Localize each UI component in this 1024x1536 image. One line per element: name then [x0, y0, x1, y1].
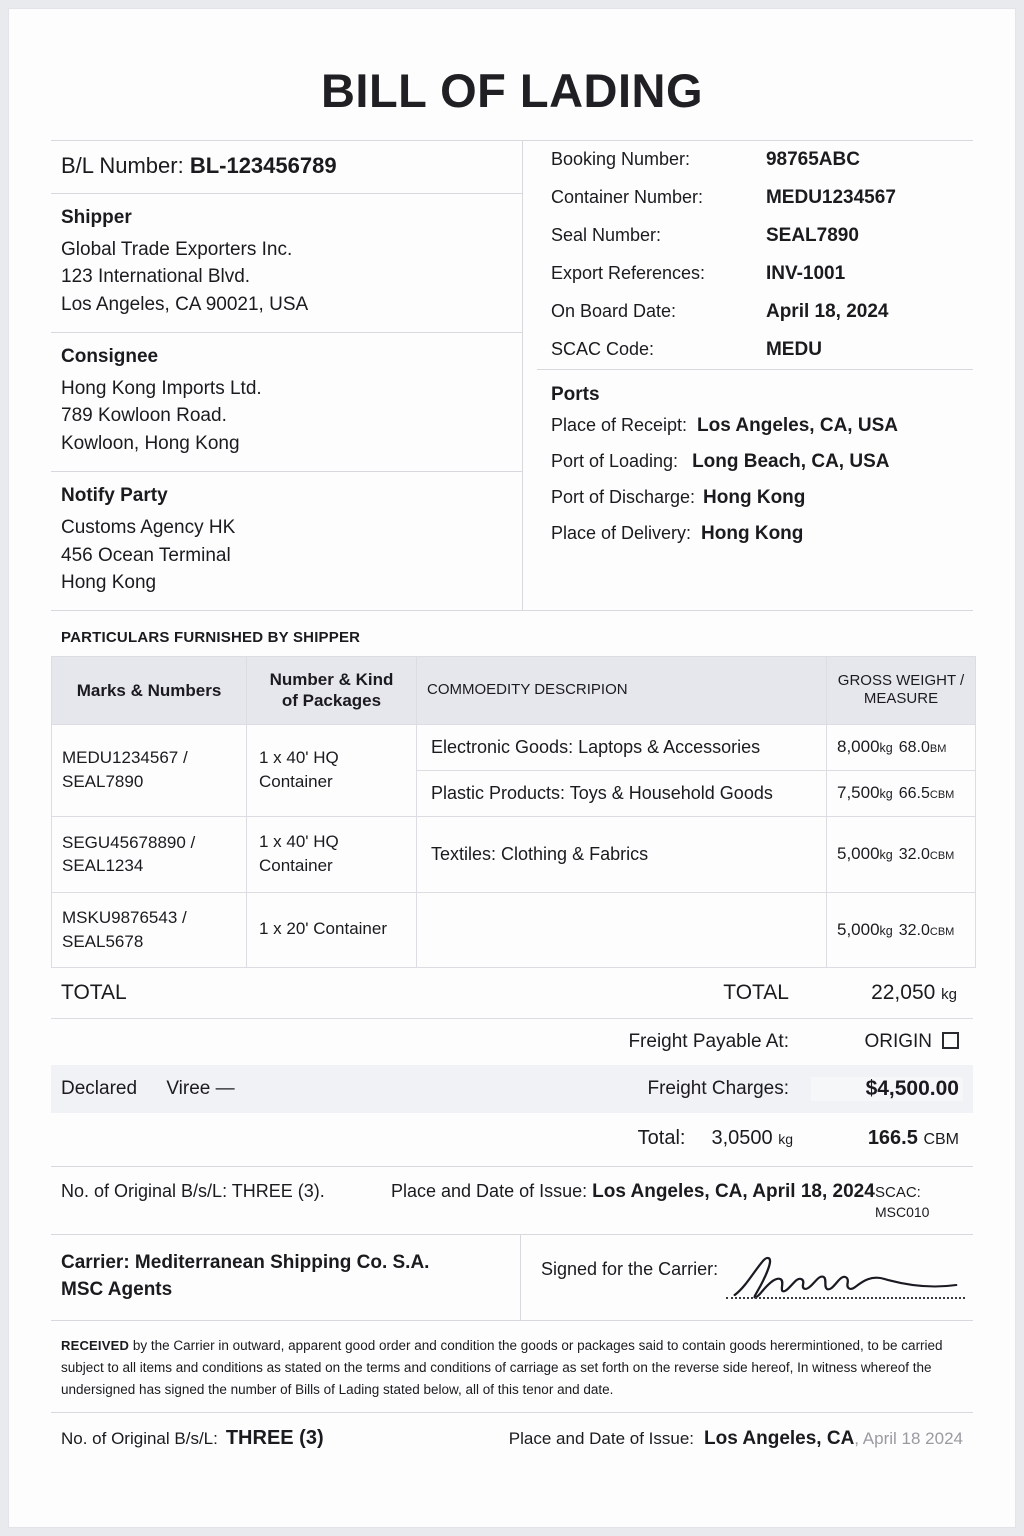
received-lead: RECEIVED [61, 1337, 130, 1353]
measure-total-weight-unit: kg [778, 1130, 793, 1147]
booking-field-row [537, 331, 973, 369]
header-bottom-divider [51, 610, 973, 611]
total-mid-label: TOTAL [723, 980, 789, 1004]
declared-value-cell [61, 1078, 647, 1100]
signature-line [726, 1297, 965, 1299]
footer-place-value: Los Angeles, CA [704, 1428, 855, 1450]
measure-unit: BM [929, 743, 947, 756]
marks-line-2: SEAL5678 [62, 931, 144, 951]
footer-place-label: Place and Date of Issue: [508, 1429, 695, 1449]
place-of-issue-cell [391, 1181, 875, 1203]
packages-line-1: 1 x 40' HQ [259, 747, 339, 767]
consignee-block [51, 333, 522, 471]
freight-charges-row [51, 1065, 973, 1113]
measure-total-row [51, 1113, 973, 1166]
total-weight-unit: kg [941, 985, 957, 1003]
place-of-receipt-label: Place of Receipt: [550, 415, 688, 435]
packages-line-1: 1 x 20' Container [259, 919, 387, 939]
marks-line-1: MEDU1234567 / [62, 748, 188, 768]
particulars-table [51, 656, 976, 967]
measure-value: 32.0 [898, 921, 930, 939]
document-page [8, 8, 1016, 1528]
freight-payable-row [51, 1019, 973, 1065]
footer-date-value: , April 18 2024 [854, 1429, 963, 1449]
declared-label: Declared [61, 1077, 138, 1099]
port-of-loading-value: Long Beach, CA, USA [692, 451, 890, 472]
measure-total-cbm-unit: CBM [923, 1130, 959, 1148]
column-header-packages-line-1: Number & Kind [269, 670, 394, 690]
column-header-weight-line-1: GROSS WEIGHT / [837, 671, 965, 689]
booking-number-value: 98765ABC [765, 149, 860, 170]
bl-number-row [51, 141, 522, 193]
column-header-weight [827, 657, 976, 725]
port-of-loading-label: Port of Loading: [550, 451, 679, 471]
scac-note [875, 1183, 967, 1222]
measure-total-weight: 3,0500 [711, 1126, 773, 1149]
parties-column [51, 141, 522, 610]
notify-party-block [51, 472, 522, 610]
carrier-signature-section [51, 1234, 973, 1321]
on-board-date-label: On Board Date: [550, 301, 677, 321]
booking-number-label: Booking Number: [550, 149, 691, 169]
footer-originals-label: No. of Original B/s/L: [61, 1429, 218, 1449]
freight-payable-value-cell [811, 1031, 963, 1053]
measure-total-cbm-cell [815, 1127, 963, 1150]
marks-line-2: SEAL7890 [62, 772, 144, 792]
packages-line-2: Container [259, 772, 333, 792]
cell-marks [52, 724, 247, 816]
bl-number-label: B/L Number: [61, 153, 184, 178]
column-header-marks: Marks & Numbers [52, 657, 247, 725]
measure-unit: CBM [929, 850, 955, 863]
header-two-column [51, 141, 973, 610]
freight-payable-value: ORIGIN [864, 1030, 932, 1052]
notify-party-line-3: Hong Kong [61, 571, 157, 593]
table-row [52, 724, 976, 770]
freight-charges-value: $4,500.00 [811, 1077, 963, 1101]
weight-value: 7,500 [837, 783, 880, 803]
measure-value: 68.0 [898, 739, 930, 757]
ports-field-row [537, 480, 973, 516]
ports-heading: Ports [550, 384, 600, 405]
weight-value: 5,000 [837, 844, 880, 864]
footer-originals-cell [61, 1427, 501, 1450]
signed-for-carrier-label: Signed for the Carrier: [541, 1258, 719, 1279]
booking-field-row [537, 179, 973, 217]
marks-line-1: SEGU45678890 / [62, 832, 196, 852]
place-of-receipt-value: Los Angeles, CA, USA [697, 415, 898, 436]
column-header-packages [247, 657, 417, 725]
cell-marks [52, 893, 247, 968]
signature-area[interactable] [726, 1251, 965, 1307]
table-row [52, 816, 976, 892]
consignee-heading: Consignee [61, 346, 159, 368]
received-body: by the Carrier in outward, apparent good order and condition the goods or packages said to contain goods herermintioned, to be carried subject to all items and conditions as stated on the terms and conditions of carriage as set forth on the reverse side hereof, In witness whereof the undersigned has signed the number of Bills of Lading stated below, all of this tenor and date. [61, 1337, 943, 1397]
cell-weight [827, 724, 976, 770]
cell-marks [52, 816, 247, 892]
measure-value: 66.5 [898, 785, 930, 803]
scac-code-value: MEDU [765, 339, 822, 360]
export-references-label: Export References: [550, 263, 706, 283]
port-of-discharge-label: Port of Discharge: [550, 487, 696, 507]
booking-field-row [537, 217, 973, 255]
cell-weight [827, 893, 976, 968]
ports-field-row [537, 444, 973, 480]
port-of-discharge-value: Hong Kong [703, 487, 806, 508]
shipper-line-1: Global Trade Exporters Inc. [61, 239, 293, 260]
consignee-line-2: 789 Kowloon Road. [61, 405, 227, 427]
signature-icon [726, 1251, 965, 1303]
cell-weight [827, 816, 976, 892]
booking-field-row [537, 141, 973, 179]
measure-unit: CBM [929, 789, 955, 802]
weight-unit: kg [879, 741, 893, 756]
carrier-line-1: Carrier: Mediterranean Shipping Co. S.A. [61, 1251, 430, 1273]
total-weight-cell [813, 981, 963, 1005]
notify-party-heading: Notify Party [61, 485, 168, 507]
scac-note-value: MSC010 [875, 1203, 930, 1220]
packages-line-1: 1 x 40' HQ [259, 831, 339, 851]
column-header-packages-line-2: of Packages [281, 691, 382, 711]
carrier-line-2: MSC Agents [61, 1279, 173, 1301]
cell-packages [247, 724, 417, 816]
weight-value: 8,000 [837, 737, 880, 757]
seal-number-value: SEAL7890 [765, 225, 859, 246]
consignee-line-3: Kowloon, Hong Kong [61, 432, 240, 454]
container-number-label: Container Number: [550, 187, 704, 207]
measure-unit: CBM [929, 925, 955, 938]
footer-issue-line [51, 1412, 973, 1450]
measure-value: 32.0 [898, 846, 930, 864]
booking-column [522, 141, 973, 610]
weight-unit: kg [879, 787, 893, 802]
place-of-delivery-value: Hong Kong [701, 523, 804, 544]
seal-number-label: Seal Number: [550, 225, 662, 245]
table-header-row [52, 657, 976, 725]
shipper-line-3: Los Angeles, CA 90021, USA [61, 293, 309, 315]
footer-originals-value: THREE (3) [225, 1427, 324, 1450]
page-title: BILL OF LADING [320, 64, 704, 117]
freight-charges-label: Freight Charges: [647, 1077, 789, 1099]
total-left-label: TOTAL [61, 980, 127, 1004]
cell-packages [247, 893, 417, 968]
export-references-value: INV-1001 [765, 263, 846, 284]
notify-party-line-2: 456 Ocean Terminal [61, 544, 231, 566]
scac-code-label: SCAC Code: [550, 339, 655, 359]
issue-line [51, 1167, 973, 1234]
column-header-commodity: COMMOEDITY DESCRIPION [417, 657, 827, 725]
table-row [52, 893, 976, 968]
weight-unit: kg [879, 848, 893, 863]
cell-description: Electronic Goods: Laptops & Accessories [417, 724, 827, 770]
declared-value: Viree — [166, 1077, 235, 1099]
freight-payable-checkbox[interactable] [942, 1032, 959, 1049]
place-of-issue-label: Place and Date of Issue: [391, 1180, 588, 1201]
particulars-section-title: PARTICULARS FURNISHED BY SHIPPER [61, 629, 361, 647]
place-of-delivery-label: Place of Delivery: [550, 523, 692, 543]
cell-weight [827, 770, 976, 816]
cell-description [417, 893, 827, 968]
freight-payable-label: Freight Payable At: [628, 1030, 789, 1052]
bl-number-value: BL-123456789 [189, 153, 337, 178]
weight-value: 5,000 [837, 919, 880, 939]
originals-count-label: No. of Original B/s/L: THREE (3). [61, 1180, 325, 1201]
place-of-issue-value: Los Angeles, CA, April 18, 2024 [592, 1180, 875, 1202]
total-weight-value: 22,050 [871, 980, 936, 1004]
ports-field-row [537, 516, 973, 552]
packages-line-2: Container [259, 856, 333, 876]
marks-line-1: MSKU9876543 / [62, 908, 187, 928]
measure-total-cbm: 166.5 [867, 1126, 918, 1149]
ports-field-row [537, 408, 973, 444]
cell-description: Textiles: Clothing & Fabrics [417, 816, 827, 892]
on-board-date-value: April 18, 2024 [765, 301, 889, 322]
received-clause [51, 1321, 973, 1413]
cell-packages [247, 816, 417, 892]
measure-total-label: Total: [637, 1126, 686, 1149]
shipper-line-2: 123 International Blvd. [61, 266, 251, 288]
weight-unit: kg [879, 923, 893, 938]
shipper-block [51, 194, 522, 332]
grand-total-row [51, 968, 973, 1019]
column-header-weight-line-2: MEASURE [863, 690, 939, 708]
shipper-heading: Shipper [61, 207, 132, 228]
booking-field-row [537, 293, 973, 331]
signature-block [521, 1235, 973, 1320]
footer-place-cell [501, 1428, 967, 1450]
carrier-block [51, 1235, 521, 1320]
measure-total-weight-cell [711, 1127, 815, 1150]
container-number-value: MEDU1234567 [765, 187, 896, 208]
notify-party-line-1: Customs Agency HK [61, 517, 236, 539]
cell-description: Plastic Products: Toys & Household Goods [417, 770, 827, 816]
consignee-line-1: Hong Kong Imports Ltd. [61, 378, 262, 400]
scac-note-label: SCAC: [875, 1183, 921, 1201]
marks-line-2: SEAL1234 [62, 856, 144, 876]
booking-field-row [537, 255, 973, 293]
